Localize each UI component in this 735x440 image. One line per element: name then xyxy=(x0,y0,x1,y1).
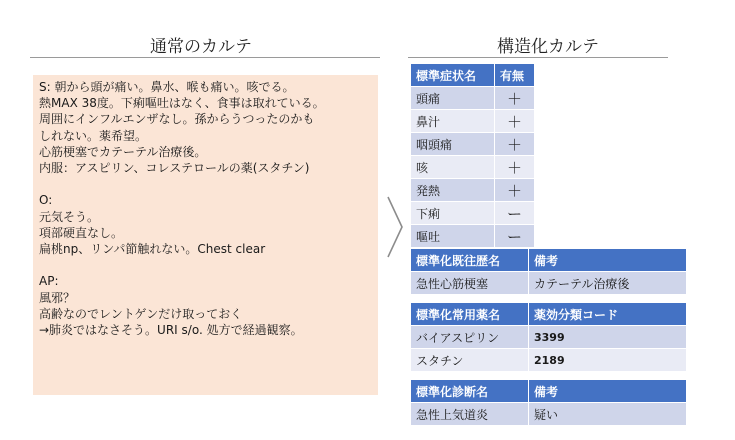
table-row xyxy=(411,156,535,179)
note-line: 高齢なのでレントゲンだけ取っておく xyxy=(39,306,243,321)
table-header-row xyxy=(411,249,687,272)
table-cell: 急性上気道炎 xyxy=(411,403,529,426)
table-row xyxy=(411,87,535,110)
table-cell: 2189 xyxy=(529,349,687,372)
left-title-rule xyxy=(30,57,380,58)
table-cell: ー xyxy=(495,202,535,225)
history-table xyxy=(410,248,687,295)
table-header-row xyxy=(411,64,535,87)
note-line: 元気そう。 xyxy=(39,209,100,224)
table-cell: ＋ xyxy=(495,179,535,202)
note-line: O: xyxy=(39,193,53,208)
table-cell: 咳 xyxy=(411,156,495,179)
table-cell: スタチン xyxy=(411,349,529,372)
table-cell: 咽頭痛 xyxy=(411,133,495,156)
table-cell: カテーテル治療後 xyxy=(529,272,687,295)
note-line: しれない。薬希望。 xyxy=(39,128,148,143)
table-cell: 急性心筋梗塞 xyxy=(411,272,529,295)
arrow-icon xyxy=(385,195,405,259)
table-cell: 下痢 xyxy=(411,202,495,225)
note-line: 風邪？ xyxy=(39,290,76,305)
left-title: 通常のカルテ xyxy=(150,37,252,57)
table-cell: 疑い xyxy=(529,403,687,426)
right-title-rule xyxy=(408,57,668,58)
table-cell: ー xyxy=(495,225,535,248)
table-row xyxy=(411,349,687,372)
table-cell: ＋ xyxy=(495,156,535,179)
note-line: 周囲にインフルエンザなし。孫からうつったのかも xyxy=(39,112,315,127)
table-cell: バイアスピリン xyxy=(411,326,529,349)
note-line xyxy=(39,176,372,192)
table-cell: 嘔吐 xyxy=(411,225,495,248)
table-row xyxy=(411,179,535,202)
note-line: 熱MAX 38度。下痢嘔吐はなく、食事は取れている。 xyxy=(39,96,325,111)
table-cell: 頭痛 xyxy=(411,87,495,110)
clinical-note xyxy=(33,75,378,395)
diagnosis-table xyxy=(410,379,687,426)
note-line: 内服：アスピリン、コレステロールの薬(スタチン) xyxy=(39,161,310,176)
table-cell: 鼻汁 xyxy=(411,110,495,133)
column-header: 標準化診断名 xyxy=(411,380,529,403)
note-line: 扁桃np、リンパ節触れない。Chest clear xyxy=(39,242,266,257)
table-row xyxy=(411,403,687,426)
table-row xyxy=(411,225,535,248)
table-row xyxy=(411,326,687,349)
column-header: 備考 xyxy=(529,380,687,403)
note-line: 心筋梗塞でカテーテル治療後。 xyxy=(39,144,207,159)
right-title: 構造化カルテ xyxy=(497,37,599,57)
table-row xyxy=(411,272,687,295)
table-row xyxy=(411,110,535,133)
note-line: 項部硬直なし。 xyxy=(39,225,124,240)
column-header: 有無 xyxy=(495,64,535,87)
medications-table xyxy=(410,302,687,372)
table-cell: 発熱 xyxy=(411,179,495,202)
note-line: S: 朝から頭が痛い。鼻水、喉も痛い。咳でる。 xyxy=(39,80,295,94)
note-line: AP: xyxy=(39,274,59,289)
column-header: 備考 xyxy=(529,249,687,272)
column-header: 標準化既往歴名 xyxy=(411,249,529,272)
table-cell: ＋ xyxy=(495,110,535,133)
table-row xyxy=(411,202,535,225)
table-cell: ＋ xyxy=(495,87,535,110)
table-header-row xyxy=(411,303,687,326)
table-header-row xyxy=(411,380,687,403)
symptoms-table xyxy=(410,63,535,248)
column-header: 標準症状名 xyxy=(411,64,495,87)
column-header: 薬効分類コード xyxy=(529,303,687,326)
column-header: 標準化常用薬名 xyxy=(411,303,529,326)
table-cell: ＋ xyxy=(495,133,535,156)
table-cell: 3399 xyxy=(529,326,687,349)
note-line xyxy=(39,257,372,273)
note-line: →肺炎ではなさそう。URI s/o. 処方で経過観察。 xyxy=(39,323,303,338)
table-row xyxy=(411,133,535,156)
